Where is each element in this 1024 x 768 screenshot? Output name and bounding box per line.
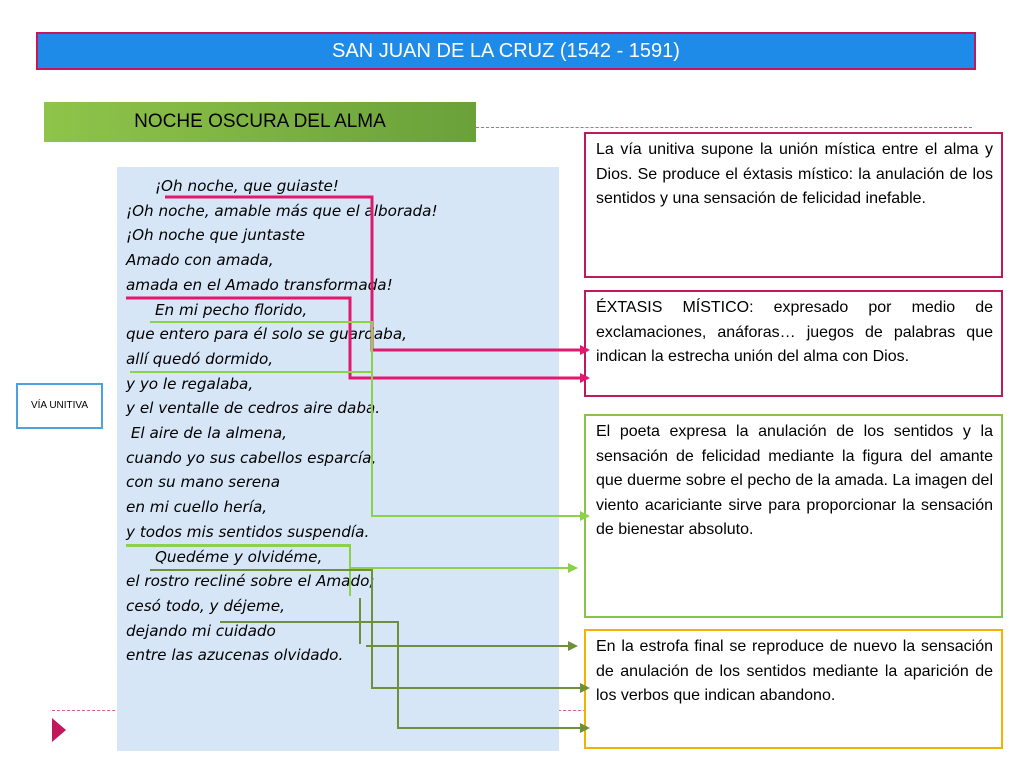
poem-line: Amado con amada, — [126, 251, 274, 270]
connector-pink-1 — [165, 197, 588, 350]
poem-line: y el ventalle de cedros aire daba. — [126, 399, 381, 418]
page-title: SAN JUAN DE LA CRUZ (1542 - 1591) — [36, 32, 976, 70]
poem-line: y yo le regalaba, — [126, 374, 254, 393]
poem-line: amada en el Amado transformada! — [126, 275, 393, 294]
poem-line: entre las azucenas olvidado. — [126, 646, 344, 665]
connector-dark-1 — [150, 570, 588, 688]
poem-line: El aire de la almena, — [126, 424, 288, 443]
connector-pink-2 — [126, 298, 588, 378]
connector-green-4 — [126, 546, 576, 568]
poem-line: cuando yo sus cabellos esparcía, — [126, 448, 377, 467]
poem-line: que entero para él solo se guardaba, — [126, 325, 407, 344]
poem-line: y todos mis sentidos suspendía. — [126, 522, 370, 541]
note-via-unitiva: La vía unitiva supone la unión mística entre el alma y Dios. Se produce el éxtasis místico: la anulación de los sentidos y una sensación de felicidad inefable. — [584, 132, 1003, 278]
poem-line: En mi pecho florido, — [126, 300, 308, 319]
poem-line: cesó todo, y déjeme, — [126, 596, 285, 615]
connector-dark-2 — [220, 622, 588, 728]
poem-line: ¡Oh noche, amable más que el alborada! — [126, 201, 438, 220]
note-estrofa-final: En la estrofa final se reproduce de nuevo la sensación de anulación de los sentidos mediante la aparición de los verbos que indican abandono. — [584, 629, 1003, 749]
section-subtitle: NOCHE OSCURA DEL ALMA — [44, 102, 476, 142]
poem-line: ¡Oh noche, que guiaste! — [126, 177, 339, 195]
poem-line: ¡Oh noche que juntaste — [126, 226, 305, 245]
poem-line: con su mano serena — [126, 473, 281, 492]
poem-line: allí quedó dormido, — [126, 349, 274, 368]
poem-line: en mi cuello hería, — [126, 498, 268, 517]
note-anulacion-sentidos: El poeta expresa la anulación de los sentidos y la sensación de felicidad mediante la figura del amante que duerme sobre el pecho de la amada. La imagen del viento acariciante sirve para proporcionar la sensación de bienestar absoluto. — [584, 414, 1003, 618]
poem-line: Quedéme y olvidéme, — [126, 547, 323, 566]
via-unitiva-label: VÍA UNITIVA — [16, 383, 103, 429]
note-extasis-mistico: ÉXTASIS MÍSTICO: expresado por medio de exclamaciones, anáforas… juegos de palabras que indican la estrecha unión del alma con Dios. — [584, 290, 1003, 397]
poem-line: el rostro recliné sobre el Amado; — [126, 572, 375, 591]
poem-line: dejando mi cuidado — [126, 621, 276, 640]
